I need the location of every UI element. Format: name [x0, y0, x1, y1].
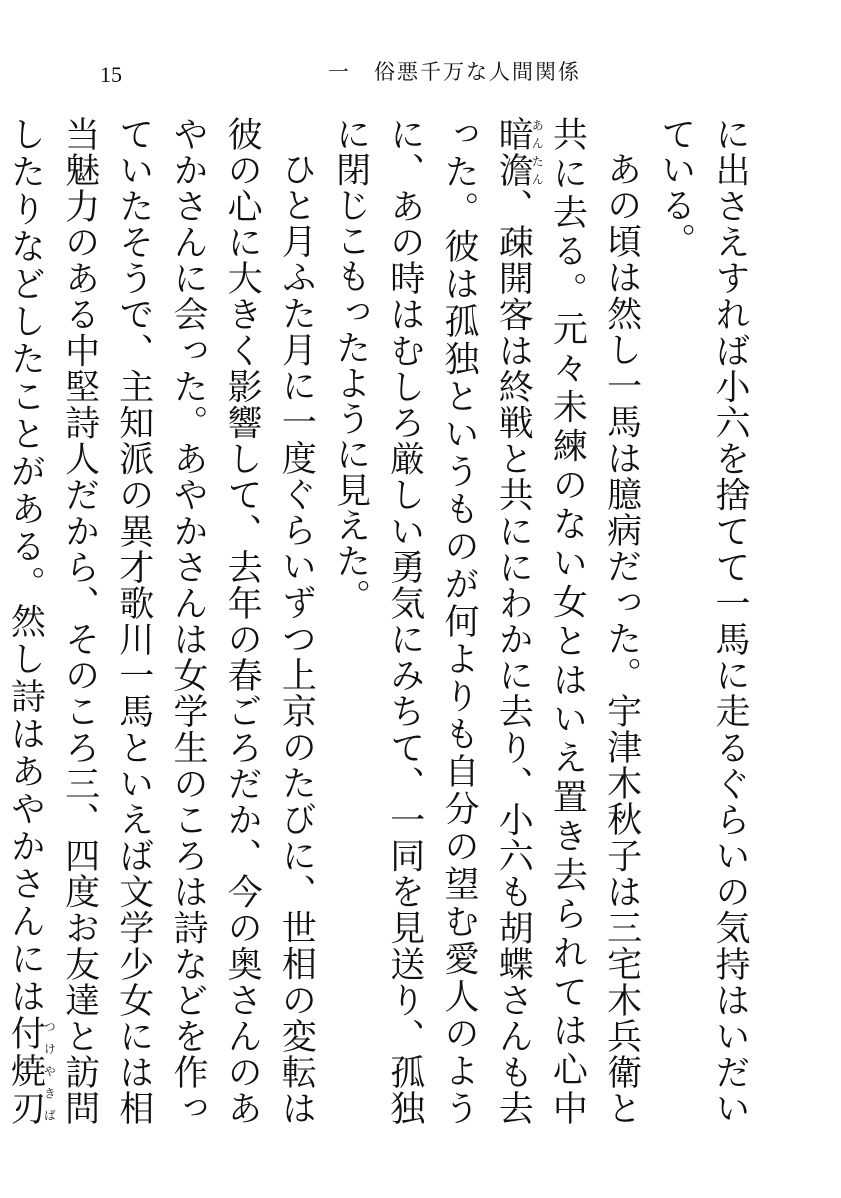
ruby-antan-reading: あんたん [530, 116, 545, 188]
running-head: 一 俗悪千万な人間関係 [328, 60, 581, 84]
ruby-tsukeyakiba-base: 付焼刃 [5, 1015, 46, 1126]
paragraph-3-text-a: ひと月ふた月に一度ぐらいずつ上京のたびに、世相の変転は彼の心に大きく影響して、去年の春ごろだか、今の奥さんのあやかさんに会った。あやかさんは女学生のころは詩などを作っていたそうで、主知派の異才歌川一馬といえば文学少女には相当魅力のある中堅詩人だから、そのころ三、四度お友達と訪問したりなどしたことがある。然し詩はあやかさんには [5, 116, 317, 1126]
paragraph-1 [649, 116, 757, 1126]
paragraph-2-text-a: あの頃は然し一馬は臆病だった。宇津木秋子は三宅木兵衛と共に去る。元々未練のない女とはいえ置き去られては心中 [547, 116, 642, 1126]
page-number: 15 [100, 62, 122, 87]
ruby-tsukeyakiba [5, 1015, 57, 1126]
ruby-antan-base: 暗澹 [493, 116, 534, 189]
paragraph-2 [323, 116, 648, 1126]
ruby-antan [493, 116, 545, 189]
ruby-tsukeyakiba-reading: つけやきば [42, 1015, 57, 1126]
paragraph-2-text-b: 、疎開客は終戦と共ににわかに去り、小六も胡蝶さんも去った。彼は孤独というものが何よりも自分の望む愛人のように、あの時はむしろ厳しい勇気にみちて、一同を見送り、孤独に閉じこもったように見えた。 [330, 116, 534, 1126]
paragraph-3 [0, 116, 323, 1126]
vertical-body-text [5, 116, 757, 1126]
paragraph-1-text: に出さえすれば小六を捨てて一馬に走るぐらいの気持はいだいている。 [655, 116, 750, 1126]
